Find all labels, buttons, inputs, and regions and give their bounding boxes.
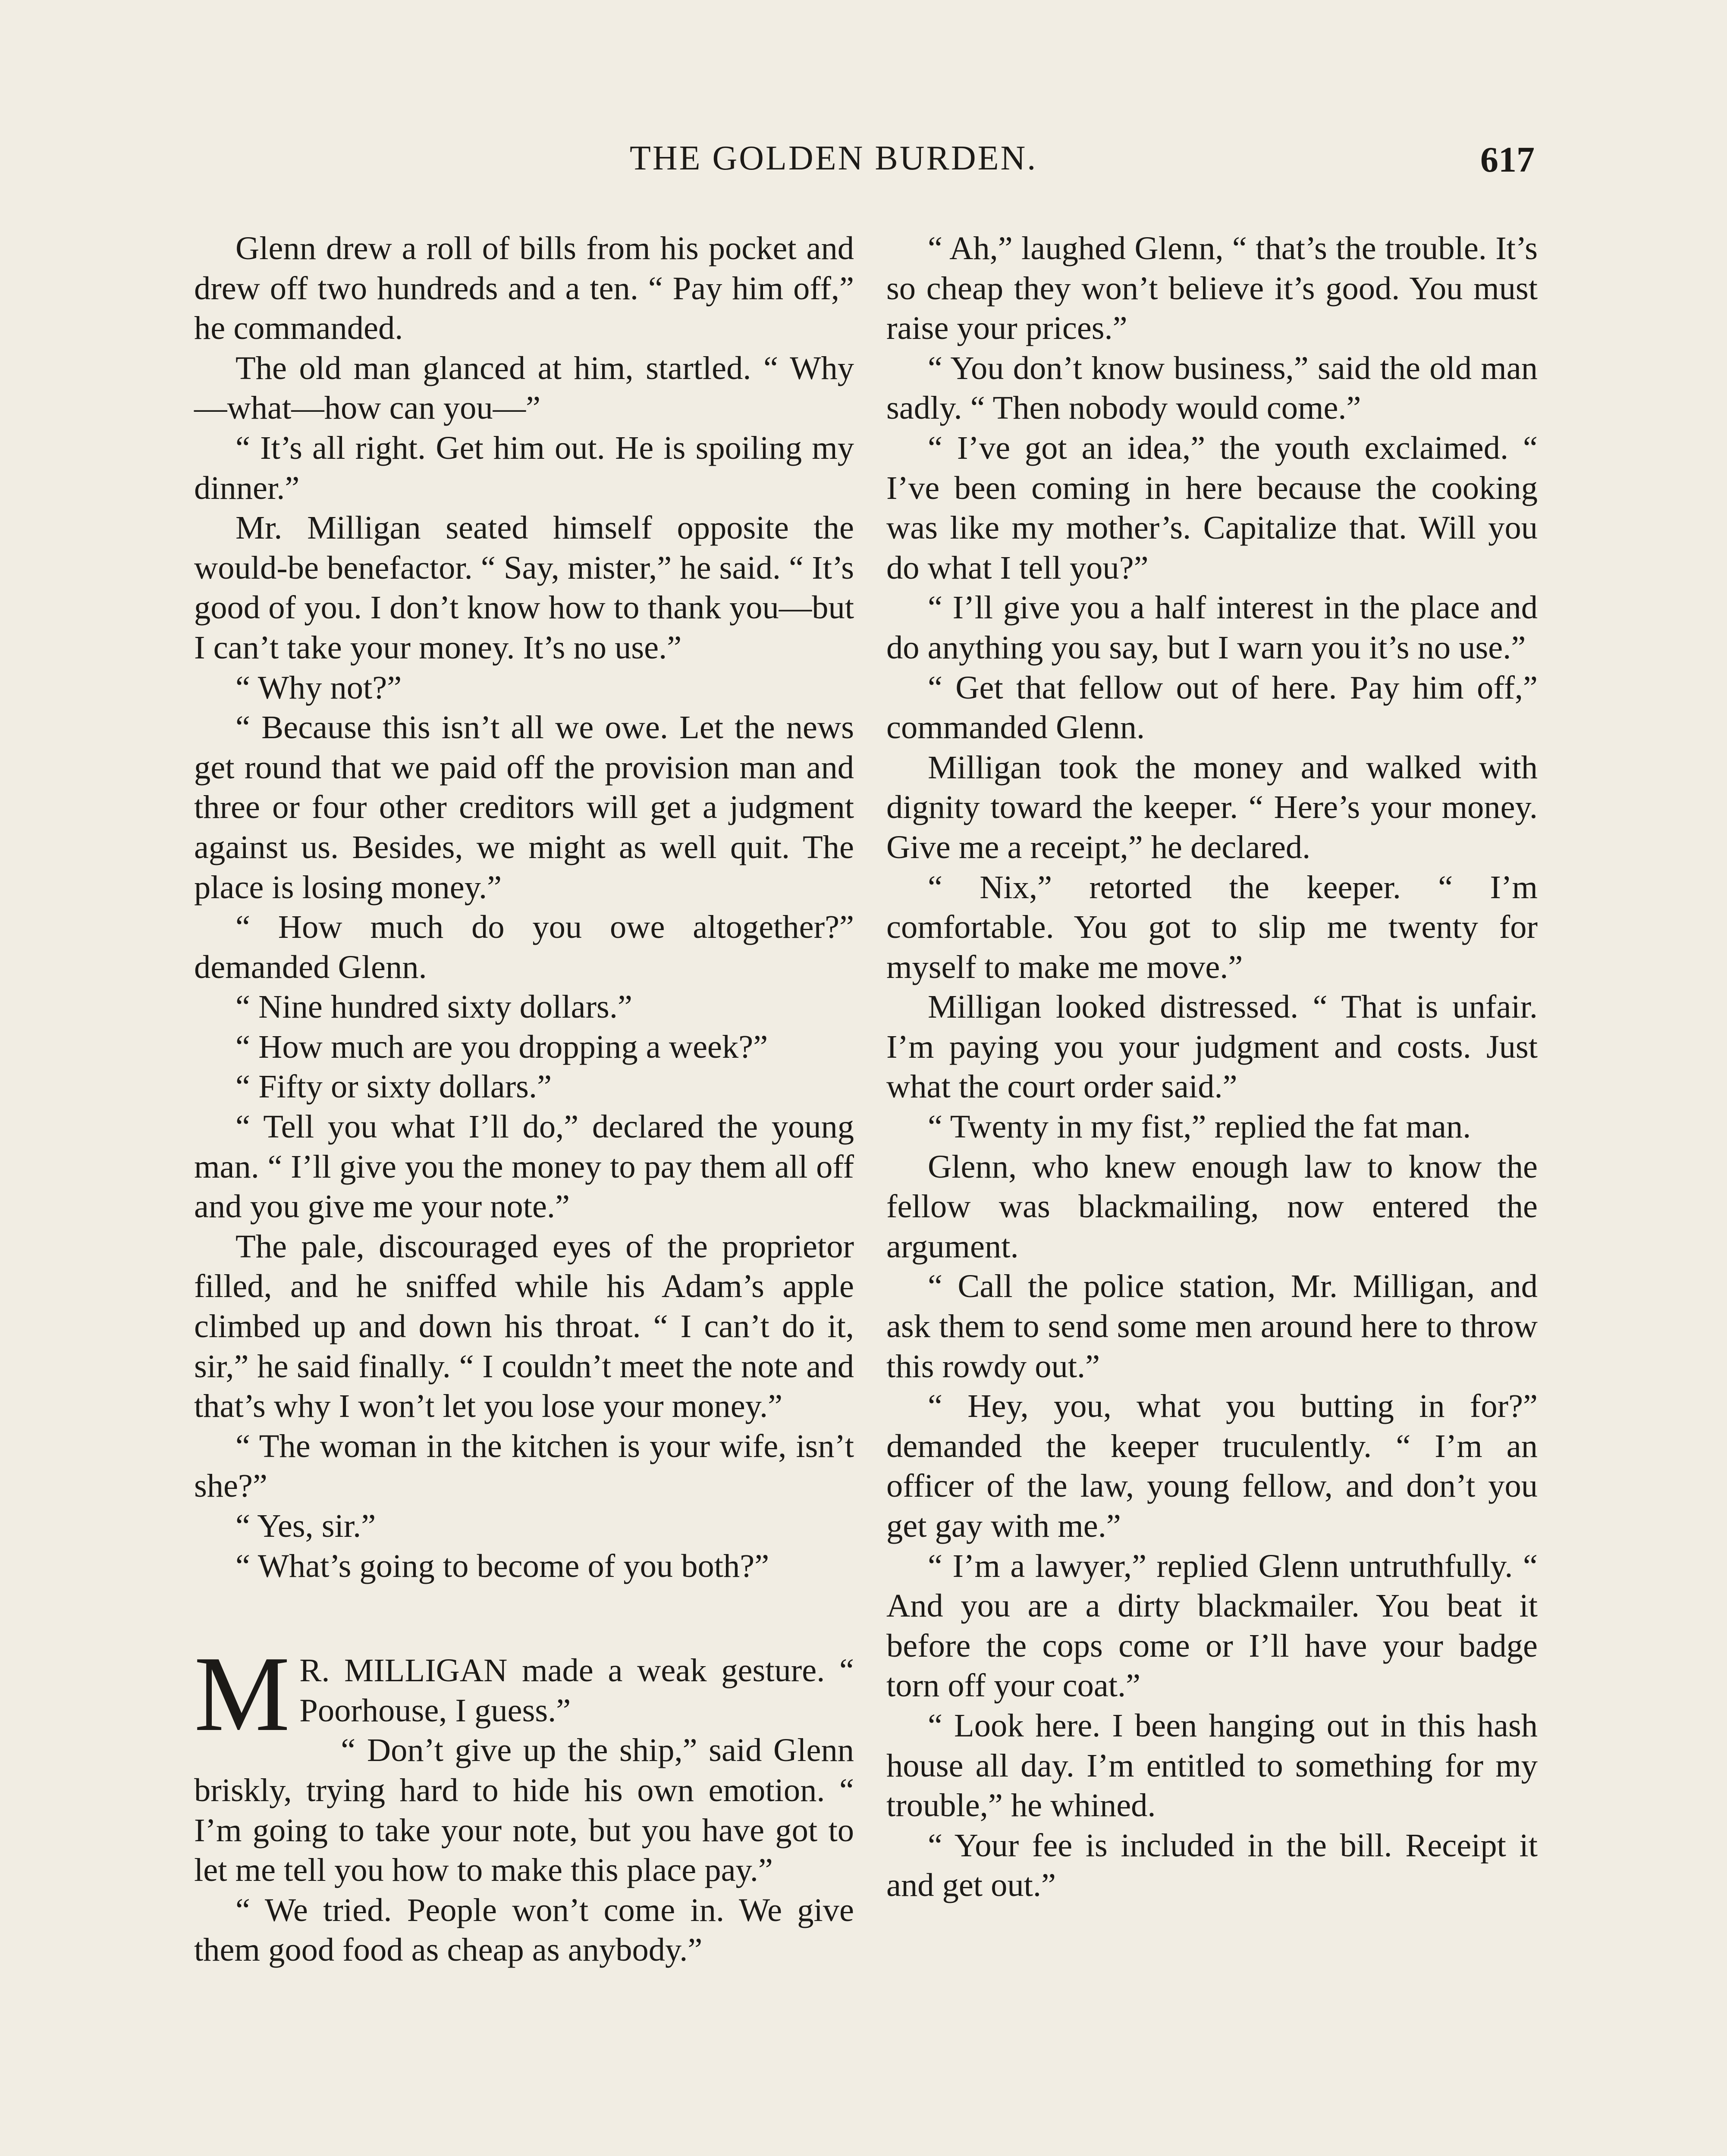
drop-cap: M: [194, 1634, 290, 1754]
paragraph: “ Look here. I been hanging out in this hash house all day. I’m entitled to something for my trouble,” he whined.: [886, 1707, 1538, 1824]
paragraph: “ How much are you dropping a week?”: [236, 1028, 768, 1065]
paragraph: The old man glanced at him, startled. “ Why—what—how can you—”: [194, 349, 854, 426]
paragraph: “ Get that fellow out of here. Pay him off,” commanded Glenn.: [886, 669, 1538, 746]
paragraph: “ I’ll give you a half interest in the place and do anything you say, but I warn you it’s no use.”: [886, 589, 1538, 666]
paragraph: The pale, discouraged eyes of the proprietor filled, and he sniffed while his Adam’s apple climbed up and down his throat. “ I can’t do it, sir,” he said finally. “ I couldn’t meet the note and that’s why I won’t let you lose your money.”: [194, 1228, 854, 1425]
paragraph: Glenn drew a roll of bills from his pocket and drew off two hundreds and a ten. “ Pay him off,” he commanded.: [194, 230, 854, 347]
paragraph: “ What’s going to become of you both?”: [236, 1547, 769, 1584]
paragraph: “ Don’t give up the ship,” said Glenn briskly, trying hard to hide his own emotion. “ I’m going to take your note, but you have got to let me tell you how to make this place pay.”: [194, 1732, 854, 1889]
paragraph: “ Call the police station, Mr. Milligan, and ask them to send some men around here to throw this rowdy out.”: [886, 1268, 1538, 1385]
paragraph: “ Ah,” laughed Glenn, “ that’s the trouble. It’s so cheap they won’t believe it’s good. You must raise your prices.”: [886, 230, 1538, 347]
paragraph: Mr. Milligan seated himself opposite the would-be benefactor. “ Say, mister,” he said. “ It’s good of you. I don’t know how to thank you—but I can’t take your money. It’s no use.”: [194, 509, 854, 666]
paragraph: “ I’ve got an idea,” the youth exclaimed. “ I’ve been coming in here because the cooking was like my mother’s. Capitalize that. Will you do what I tell you?”: [886, 429, 1538, 586]
paragraph: Glenn, who knew enough law to know the fellow was blackmailing, now entered the argument.: [886, 1148, 1538, 1265]
dropcap-paragraph: [194, 1634, 854, 1754]
paragraph: Milligan took the money and walked with dignity toward the keeper. “ Here’s your money. Give me a receipt,” he declared.: [886, 749, 1538, 865]
right-column: [886, 229, 1538, 1905]
paragraph: “ Because this isn’t all we owe. Let the news get round that we paid off the provision man and three or four other creditors will get a judgment against us. Besides, we might as well quit. The place is losing money.”: [194, 709, 854, 906]
paragraph: “ We tried. People won’t come in. We give them good food as cheap as anybody.”: [194, 1891, 854, 1968]
paragraph: “ You don’t know business,” said the old man sadly. “ Then nobody would come.”: [886, 349, 1538, 426]
paragraph: “ The woman in the kitchen is your wife, isn’t she?”: [194, 1427, 854, 1504]
paragraph: “ Tell you what I’ll do,” declared the young man. “ I’ll give you the money to pay them all off and you give me your note.”: [194, 1108, 854, 1225]
left-column: [194, 229, 854, 1970]
paragraph: “ It’s all right. Get him out. He is spoiling my dinner.”: [194, 429, 854, 506]
page-number: 617: [1480, 140, 1535, 180]
dropcap-paragraph-text: R. MILLIGAN made a weak gesture. “ Poorhouse, I guess.”: [299, 1652, 854, 1729]
paragraph: “ How much do you owe altogether?” demanded Glenn.: [194, 909, 854, 985]
paragraph: “ Nix,” retorted the keeper. “ I’m comfortable. You got to slip me twenty for myself to make me move.”: [886, 868, 1538, 985]
paragraph: “ Fifty or sixty dollars.”: [236, 1068, 552, 1105]
paragraph: “ Yes, sir.”: [236, 1507, 376, 1544]
paragraph: “ I’m a lawyer,” replied Glenn untruthfully. “ And you are a dirty blackmailer. You beat it before the cops come or I’ll have your badge torn off your coat.”: [886, 1547, 1538, 1704]
paragraph: “ Hey, you, what you butting in for?” demanded the keeper truculently. “ I’m an officer of the law, young fellow, and don’t you get gay with me.”: [886, 1388, 1538, 1544]
paragraph: “ Nine hundred sixty dollars.”: [236, 988, 632, 1025]
paragraph: “ Why not?”: [236, 669, 402, 706]
running-header: THE GOLDEN BURDEN.: [630, 139, 1038, 177]
paragraph: “ Twenty in my fist,” replied the fat man.: [928, 1108, 1471, 1145]
paragraph: Milligan looked distressed. “ That is unfair. I’m paying you your judgment and costs. Just what the court order said.”: [886, 988, 1538, 1105]
paragraph: “ Your fee is included in the bill. Receipt it and get out.”: [886, 1827, 1538, 1904]
